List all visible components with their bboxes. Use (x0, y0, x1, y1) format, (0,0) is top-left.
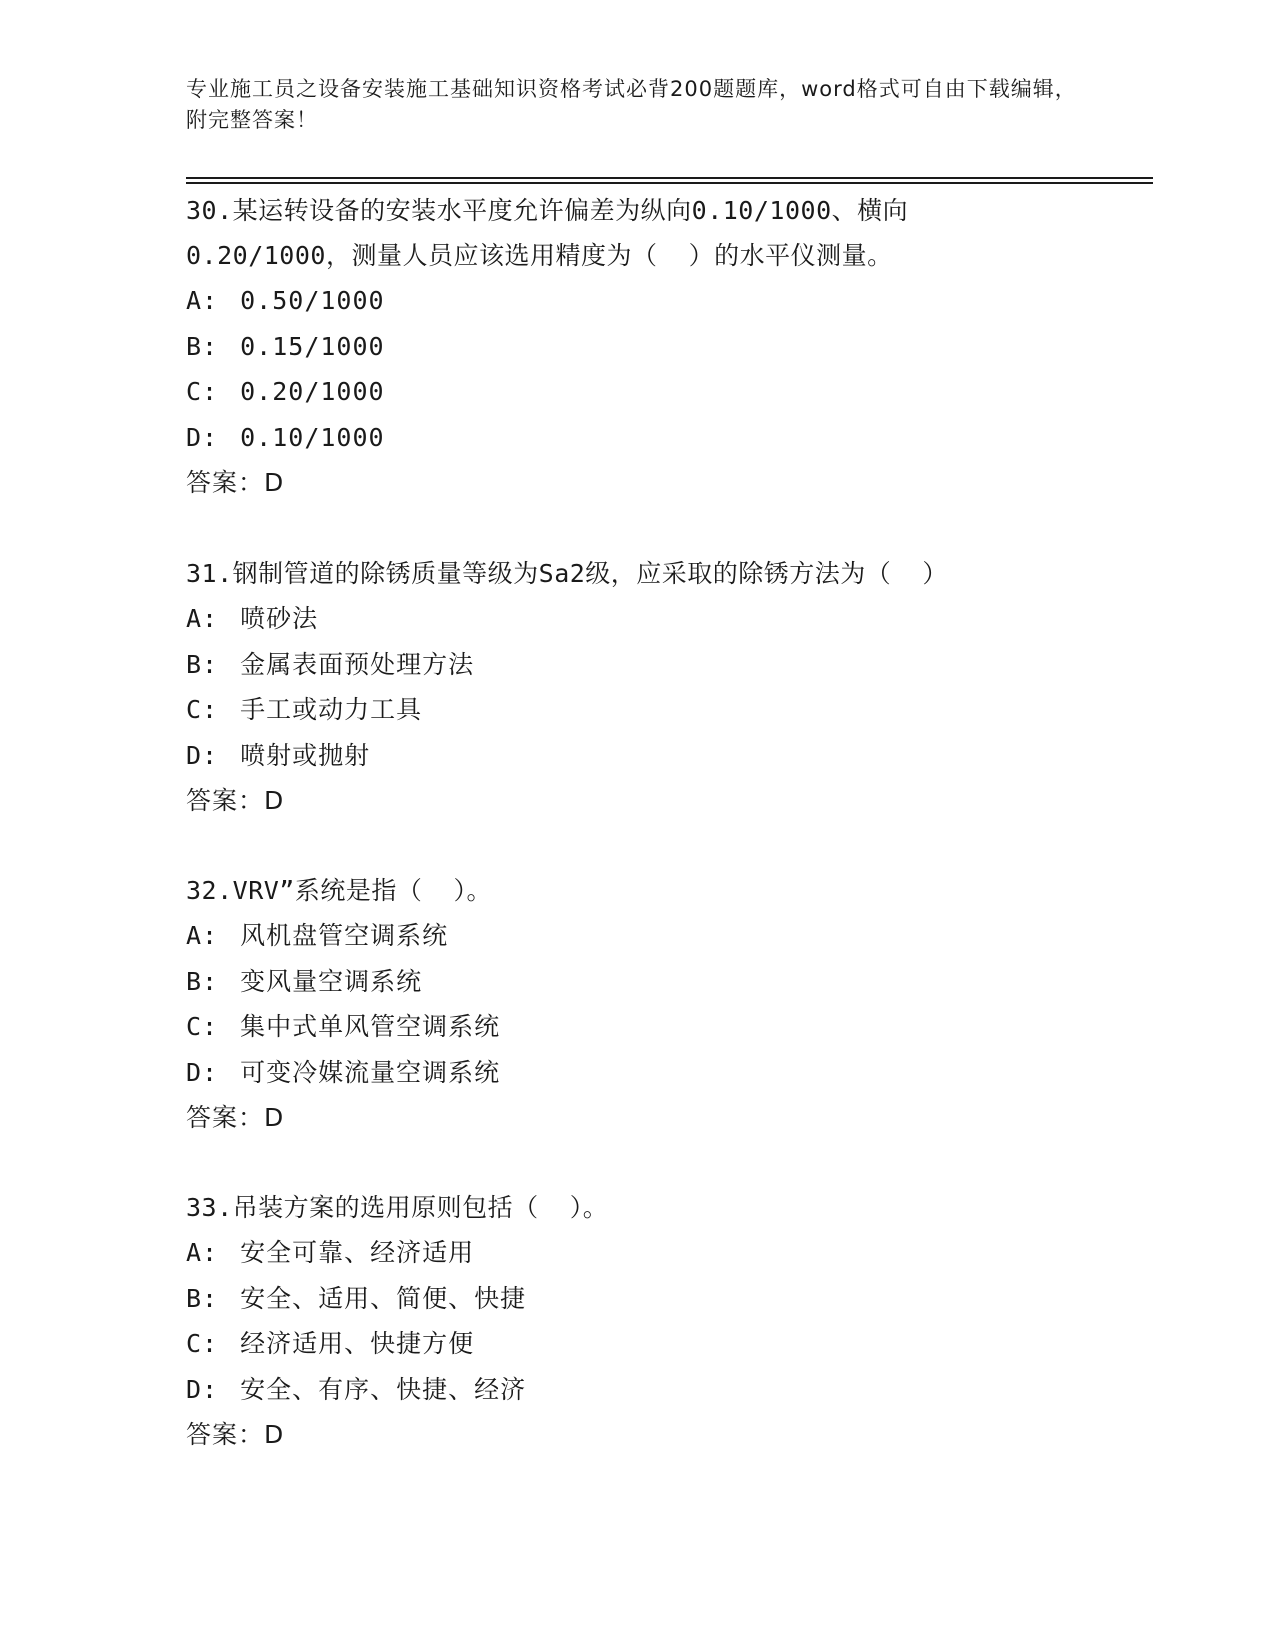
question-31 (186, 551, 1146, 823)
option-text: 0.10/1000 (240, 422, 385, 452)
option-letter: D: (186, 1057, 219, 1087)
option-text: 喷射或抛射 (240, 740, 371, 770)
option-letter: D: (186, 1374, 219, 1404)
option-d (186, 733, 1146, 779)
option-a (186, 596, 1146, 642)
option-text: 可变冷媒流量空调系统 (240, 1057, 501, 1087)
option-c (186, 687, 1146, 733)
option-letter: A: (186, 604, 219, 633)
option-d (186, 415, 1146, 461)
option-text: 手工或动力工具 (240, 695, 423, 724)
option-letter: D: (186, 422, 219, 452)
option-d (186, 1367, 1146, 1413)
answer: 答案：D (186, 1420, 285, 1449)
question-stem: 30.某运转设备的安装水平度允许偏差为纵向0.10/1000、横向0.20/1000，测量人员应该选用精度为（ ）的水平仪测量。 (186, 196, 909, 270)
answer: 答案：D (186, 1103, 285, 1132)
option-letter: C: (186, 377, 219, 406)
option-text: 变风量空调系统 (240, 966, 423, 996)
option-text: 金属表面预处理方法 (240, 649, 475, 679)
option-b (186, 959, 1146, 1005)
option-text: 喷砂法 (240, 604, 319, 633)
option-text: 经济适用、快捷方便 (240, 1329, 475, 1358)
option-text: 安全、适用、简便、快捷 (240, 1283, 527, 1313)
question-stem: 33.吊装方案的选用原则包括（ ）。 (186, 1193, 609, 1222)
option-letter: B: (186, 966, 219, 996)
option-letter: A: (186, 921, 219, 950)
option-text: 风机盘管空调系统 (240, 921, 449, 950)
option-letter: A: (186, 286, 219, 315)
option-text: 0.15/1000 (240, 331, 385, 361)
question-stem: 32.VRV”系统是指（ ）。 (186, 876, 492, 905)
option-text: 安全可靠、经济适用 (240, 1238, 475, 1267)
header-divider-top (186, 177, 1153, 179)
option-c (186, 369, 1146, 415)
answer: 答案：D (186, 786, 285, 815)
option-b (186, 1276, 1146, 1322)
option-letter: A: (186, 1238, 219, 1267)
option-letter: B: (186, 649, 219, 679)
option-letter: B: (186, 331, 219, 361)
question-33 (186, 1185, 1146, 1457)
option-a (186, 1230, 1146, 1276)
option-c (186, 1004, 1146, 1050)
option-letter: C: (186, 1329, 219, 1358)
option-letter: C: (186, 695, 219, 724)
option-letter: B: (186, 1283, 219, 1313)
option-b (186, 324, 1146, 370)
document-header: 专业施工员之设备安装施工基础知识资格考试必背200题题库，word格式可自由下载编辑，附完整答案！ (186, 77, 1077, 132)
option-letter: C: (186, 1012, 219, 1041)
option-text: 0.50/1000 (240, 286, 385, 315)
option-b (186, 642, 1146, 688)
option-a (186, 913, 1146, 959)
answer: 答案：D (186, 468, 285, 497)
option-text: 0.20/1000 (240, 377, 385, 406)
header-divider-bottom (186, 182, 1153, 184)
option-text: 安全、有序、快捷、经济 (240, 1374, 527, 1404)
question-32 (186, 868, 1146, 1140)
question-stem: 31.钢制管道的除锈质量等级为Sa2级，应采取的除锈方法为（ ） (186, 559, 948, 588)
option-letter: D: (186, 740, 219, 770)
option-d (186, 1050, 1146, 1096)
option-c (186, 1321, 1146, 1367)
option-a (186, 278, 1146, 324)
question-30 (186, 188, 1146, 505)
option-text: 集中式单风管空调系统 (240, 1012, 501, 1041)
